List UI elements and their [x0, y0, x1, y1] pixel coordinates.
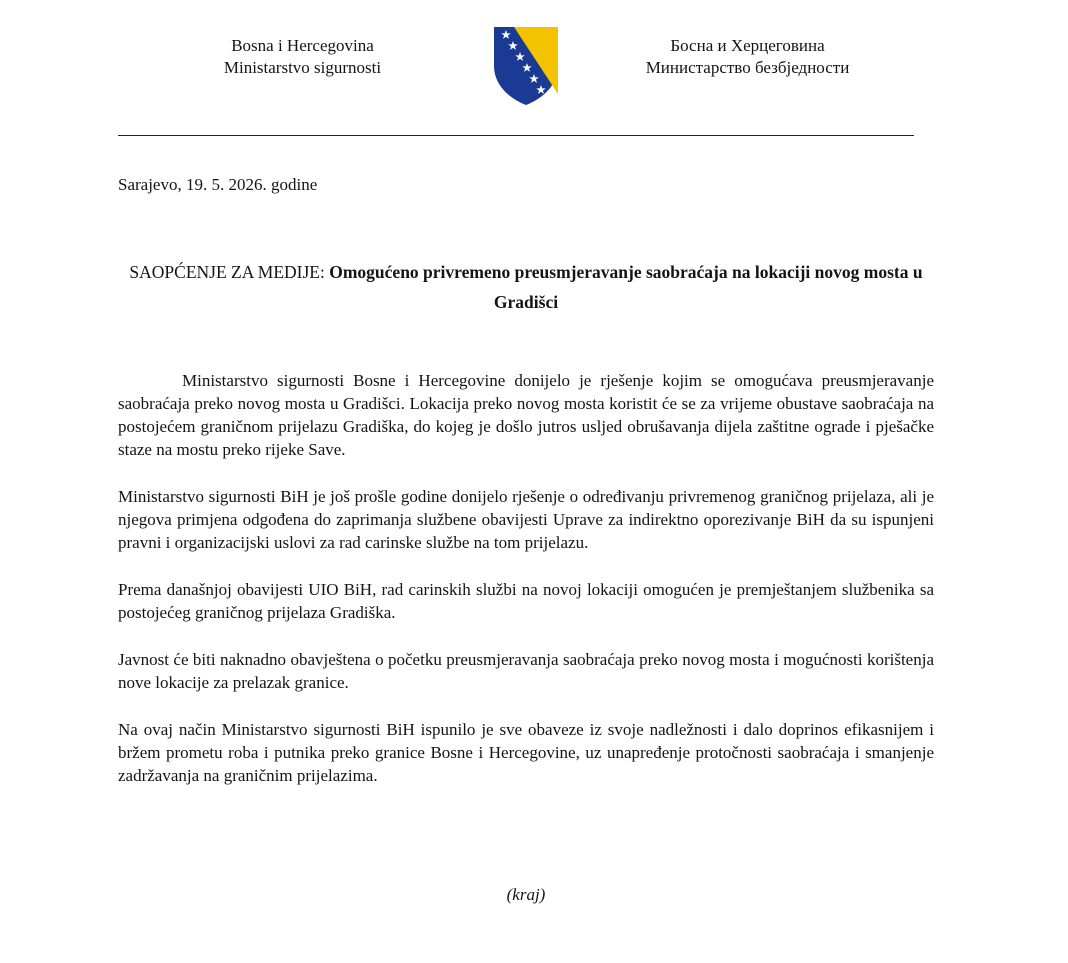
- title-headline: Omogućeno privremeno preusmjeravanje saobraćaja na lokaciji novog mosta u Gradišci: [329, 262, 923, 312]
- letterhead-right: [620, 35, 875, 79]
- header-divider: [118, 135, 914, 136]
- letterhead-left: [190, 35, 415, 79]
- coat-of-arms-icon: [492, 26, 560, 106]
- document-date: Sarajevo, 19. 5. 2026. godine: [118, 175, 318, 194]
- paragraph: Ministarstvo sigurnosti BiH je još prošle godine donijelo rješenje o određivanju privremenog graničnog prijelaza, ali je njegova primjena odgođena do zaprimanja službene obavijesti Uprave za indirektno oporezivanje BiH da su ispunjeni pravni i organizacijski uslovi za rad carinske službe na tom prijelazu.: [118, 487, 934, 552]
- country-name-cyrillic: Босна и Херцеговина: [670, 36, 825, 55]
- paragraph: Javnost će biti naknadno obavještena o početku preusmjeravanja saobraćaja preko novog mosta i mogućnosti korištenja nove lokacije za prelazak granice.: [118, 650, 934, 692]
- country-name-latin: Bosna i Hercegovina: [231, 36, 374, 55]
- press-release-title: [118, 257, 934, 317]
- paragraph: Prema današnjoj obavijesti UIO BiH, rad carinskih službi na novoj lokaciji omogućen je premještanjem službenika sa postojećeg graničnog prijelaza Gradiška.: [118, 580, 934, 622]
- press-release-body: [118, 369, 934, 811]
- title-prefix: SAOPĆENJE ZA MEDIJE:: [129, 262, 330, 282]
- paragraph: Ministarstvo sigurnosti Bosne i Hercegovine donijelo je rješenje kojim se omogućava preusmjeravanje saobraćaja preko novog mosta u Gradišci. Lokacija preko novog mosta koristit će se za vrijeme obustave saobraćaja na postojećem graničnom prijelazu Gradiška, do kojeg je došlo jutros usljed obrušavanja dijela zaštitne ograde i pješačke staze na mostu preko rijeke Save.: [118, 371, 934, 459]
- end-marker: (kraj): [506, 885, 546, 904]
- ministry-name-cyrillic: Министарство безбједности: [645, 58, 850, 77]
- ministry-name-latin: Ministarstvo sigurnosti: [223, 58, 382, 77]
- paragraph: Na ovaj način Ministarstvo sigurnosti BiH ispunilo je sve obaveze iz svoje nadležnosti i dalo doprinos efikasnijem i bržem prometu roba i putnika preko granice Bosne i Hercegovine, uz unapređenje protočnosti saobraćaja i smanjenje zadržavanja na graničnim prijelazima.: [118, 720, 934, 785]
